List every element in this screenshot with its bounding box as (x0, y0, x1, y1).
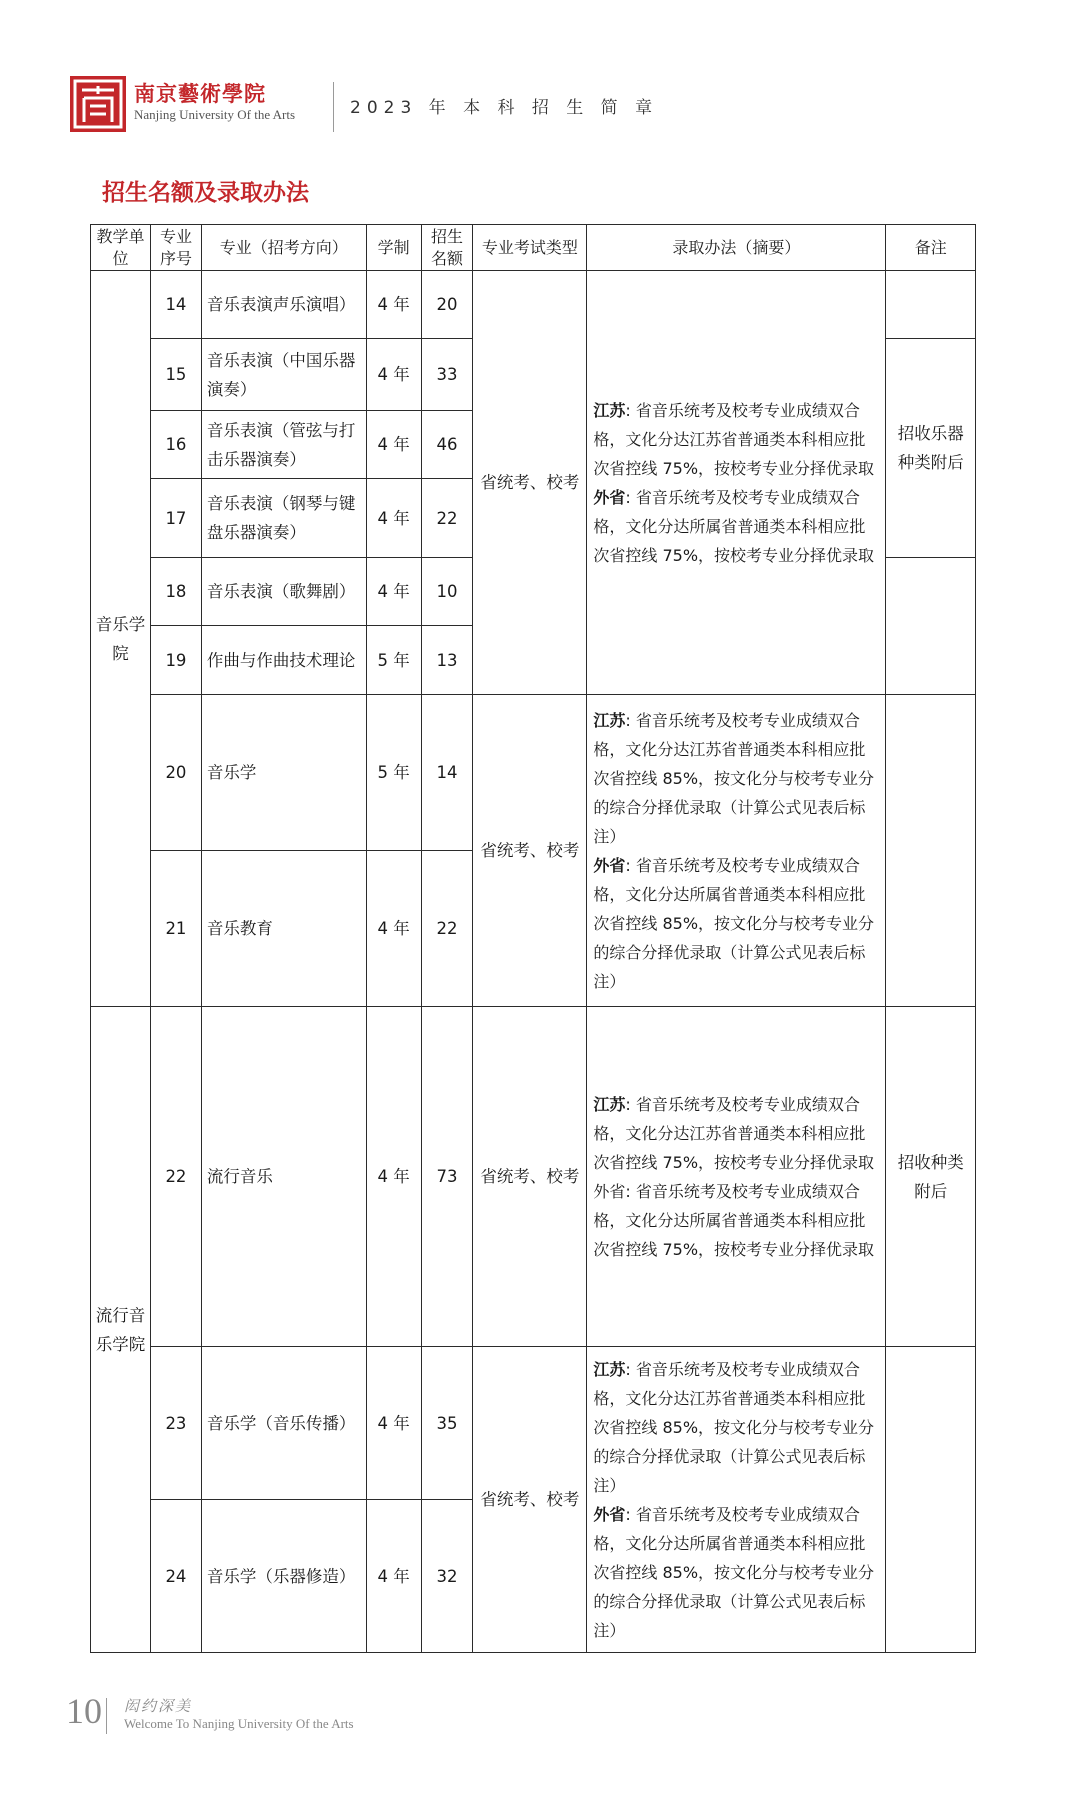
quota: 35 (421, 1347, 473, 1500)
major-no: 20 (151, 695, 202, 851)
header-note: 备注 (886, 225, 976, 271)
duration: 4 年 (366, 271, 421, 339)
label-other: 外省 (593, 855, 626, 875)
major-no: 23 (151, 1347, 202, 1500)
duration: 4 年 (366, 851, 421, 1007)
major-no: 24 (151, 1500, 202, 1653)
duration: 4 年 (366, 1347, 421, 1500)
header-method: 录取办法（摘要） (587, 225, 886, 271)
method-group-1 (587, 271, 886, 695)
method-text: : 省音乐统考及校考专业成绩双合格，文化分达所属省普通类本科相应批次省控线 75%，按校考专业分择优录取 (593, 487, 875, 565)
unit-pop: 流行音乐学院 (91, 1007, 151, 1653)
brand-name-en: Nanjing University Of the Arts (134, 107, 296, 122)
major-name: 作曲与作曲技术理论 (201, 626, 366, 695)
note-empty (886, 558, 976, 695)
major-name: 音乐表演（歌舞剧） (201, 558, 366, 626)
label-jiangsu: 江苏 (593, 1094, 626, 1114)
method-group-3 (587, 1007, 886, 1347)
method-text: : 省音乐统考及校考专业成绩双合格，文化分达所属省普通类本科相应批次省控线 85%，按文化分与校考专业分的综合分择优录取（计算公式见表后标注） (593, 1504, 875, 1640)
label-jiangsu: 江苏 (593, 400, 626, 420)
label-other: 外省 (593, 487, 626, 507)
method-group-4 (587, 1347, 886, 1653)
method-text: 外省: 省音乐统考及校考专业成绩双合格，文化分达所属省普通类本科相应批次省控线 75%，按校考专业分择优录取 (593, 1181, 875, 1259)
note-instruments: 招收乐器种类附后 (886, 339, 976, 558)
table-row (91, 1347, 976, 1500)
quota: 14 (421, 695, 473, 851)
quota: 46 (421, 411, 473, 479)
table-header-row (91, 225, 976, 271)
major-name: 音乐表演（管弦与打击乐器演奏） (201, 411, 366, 479)
method-text: : 省音乐统考及校考专业成绩双合格，文化分达江苏省普通类本科相应批次省控线 85%，按文化分与校考专业分的综合分择优录取（计算公式见表后标注） (593, 1359, 875, 1495)
duration: 4 年 (366, 479, 421, 558)
header-no: 专业序号 (151, 225, 202, 271)
table-row (91, 1007, 976, 1347)
major-no: 16 (151, 411, 202, 479)
header-divider (333, 82, 334, 132)
quota: 10 (421, 558, 473, 626)
quota: 22 (421, 851, 473, 1007)
quota: 13 (421, 626, 473, 695)
method-text: : 省音乐统考及校考专业成绩双合格，文化分达所属省普通类本科相应批次省控线 85%，按文化分与校考专业分的综合分择优录取（计算公式见表后标注） (593, 855, 875, 991)
note-empty (886, 271, 976, 339)
duration: 4 年 (366, 339, 421, 411)
major-name: 音乐学（乐器修造） (201, 1500, 366, 1653)
section-title: 招生名额及录取办法 (102, 180, 309, 206)
duration: 4 年 (366, 1007, 421, 1347)
note-empty (886, 1347, 976, 1653)
footer-slogan-en: Welcome To Nanjing University Of the Arts (124, 1716, 354, 1731)
header-exam-type: 专业考试类型 (473, 225, 587, 271)
note-kinds: 招收种类附后 (886, 1007, 976, 1347)
major-no: 17 (151, 479, 202, 558)
footer-slogan-cn: 闳约深美 (124, 1697, 193, 1715)
quota: 33 (421, 339, 473, 411)
quota: 32 (421, 1500, 473, 1653)
duration: 5 年 (366, 695, 421, 851)
exam-type: 省统考、校考 (473, 1007, 587, 1347)
major-no: 21 (151, 851, 202, 1007)
duration: 4 年 (366, 411, 421, 479)
brand-name-cn: 南京藝術學院 (134, 81, 266, 106)
major-no: 18 (151, 558, 202, 626)
exam-type: 省统考、校考 (473, 271, 587, 695)
admission-table (90, 224, 976, 1653)
major-name: 音乐表演（钢琴与键盘乐器演奏） (201, 479, 366, 558)
major-name: 音乐学（音乐传播） (201, 1347, 366, 1500)
major-name: 音乐表演（中国乐器演奏） (201, 339, 366, 411)
brochure-title: 2023 年 本 科 招 生 简 章 (350, 98, 659, 118)
major-no: 19 (151, 626, 202, 695)
duration: 4 年 (366, 558, 421, 626)
footer-divider (106, 1698, 107, 1734)
label-jiangsu: 江苏 (593, 710, 626, 730)
table-row (91, 695, 976, 851)
header-quota: 招生名额 (421, 225, 473, 271)
major-name: 音乐学 (201, 695, 366, 851)
major-no: 15 (151, 339, 202, 411)
logo-seal-icon (70, 76, 126, 132)
label-other: 外省 (593, 1504, 626, 1524)
method-group-2 (587, 695, 886, 1007)
table-row (91, 271, 976, 339)
header-duration: 学制 (366, 225, 421, 271)
header-major: 专业（招考方向） (201, 225, 366, 271)
quota: 22 (421, 479, 473, 558)
header-unit: 教学单位 (91, 225, 151, 271)
duration: 4 年 (366, 1500, 421, 1653)
note-empty (886, 695, 976, 1007)
quota: 20 (421, 271, 473, 339)
method-text: : 省音乐统考及校考专业成绩双合格，文化分达江苏省普通类本科相应批次省控线 75%，按校考专业分择优录取 (593, 400, 875, 478)
quota: 73 (421, 1007, 473, 1347)
page-number: 10 (66, 1691, 102, 1731)
exam-type: 省统考、校考 (473, 695, 587, 1007)
unit-music: 音乐学院 (91, 271, 151, 1007)
duration: 5 年 (366, 626, 421, 695)
method-text: : 省音乐统考及校考专业成绩双合格，文化分达江苏省普通类本科相应批次省控线 75%，按校考专业分择优录取 (593, 1094, 875, 1172)
method-text: : 省音乐统考及校考专业成绩双合格，文化分达江苏省普通类本科相应批次省控线 85%，按文化分与校考专业分的综合分择优录取（计算公式见表后标注） (593, 710, 875, 846)
university-logo (70, 76, 126, 132)
major-name: 音乐表演声乐演唱） (201, 271, 366, 339)
label-jiangsu: 江苏 (593, 1359, 626, 1379)
exam-type: 省统考、校考 (473, 1347, 587, 1653)
major-no: 22 (151, 1007, 202, 1347)
major-name: 音乐教育 (201, 851, 366, 1007)
major-no: 14 (151, 271, 202, 339)
major-name: 流行音乐 (201, 1007, 366, 1347)
